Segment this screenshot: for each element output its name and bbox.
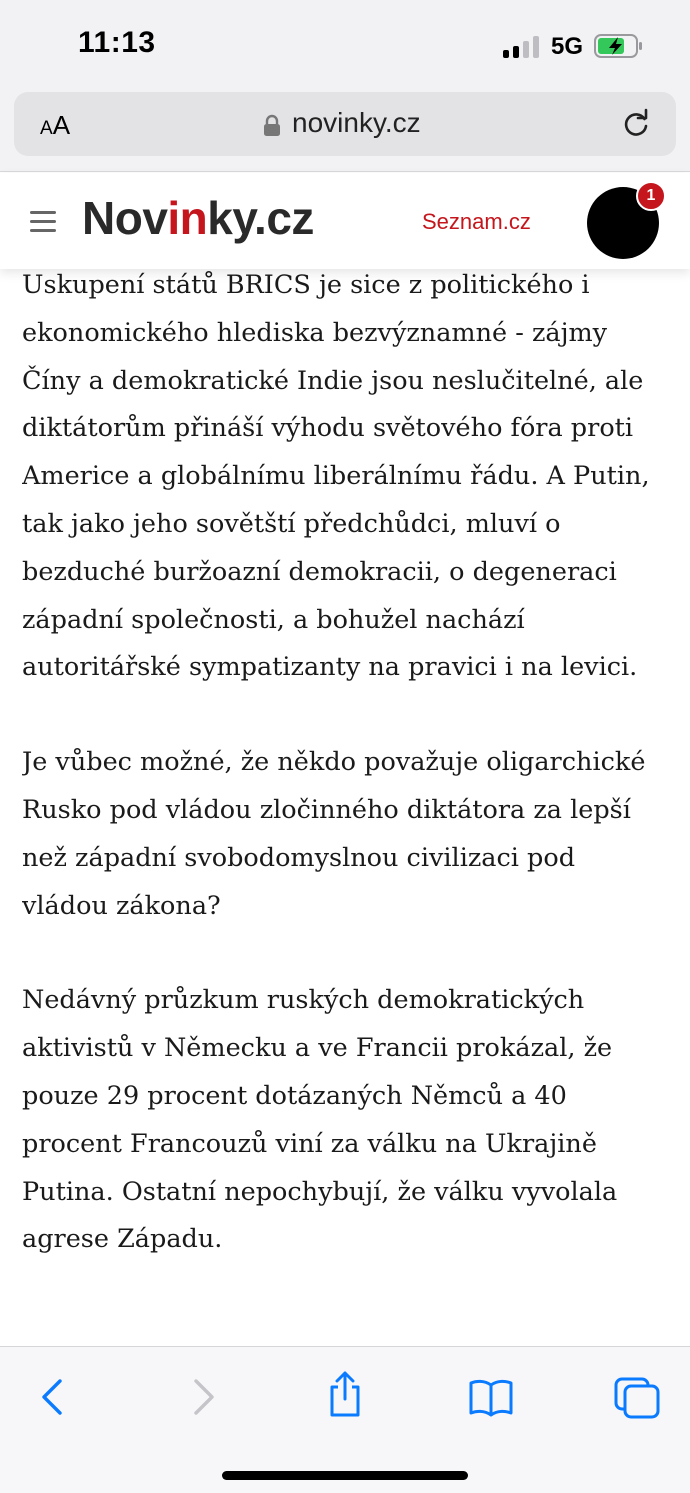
article-paragraph: Uskupení států BRICS je sice z politického i ekonomického hlediska bezvýznamné - zájmy Číny a demokratické Indie jsou neslučitelné, ale diktátorům přináší výhodu světového fóra proti Americe a globálnímu liberálnímu řádu. A Putin, tak jako jeho sovětští předchůdci, mluví o bezduché buržoazní demokracii, o degeneraci západní společnosti, a bohužel nachází autoritářské sympatizanty na pravici i na levici.: [22, 270, 650, 683]
forward-icon[interactable]: [178, 1375, 228, 1419]
status-bar: [0, 0, 690, 88]
status-time: 11:13: [78, 26, 156, 59]
hamburger-menu-icon[interactable]: [30, 211, 56, 233]
back-icon[interactable]: [28, 1375, 78, 1419]
site-logo[interactable]: Novinky.cz: [82, 192, 314, 244]
browser-address-area: [0, 88, 690, 172]
home-indicator: [222, 1471, 468, 1480]
share-icon[interactable]: [320, 1369, 370, 1419]
network-type: 5G: [551, 33, 584, 60]
article-body: [22, 262, 662, 1347]
article-paragraph: Je vůbec možné, že někdo považuje oligarchické Rusko pod vládou zločinného diktátora za lepší než západní svobodomyslnou civilizaci pod vládou zákona?: [22, 747, 646, 921]
lock-icon: [263, 114, 281, 136]
address-bar[interactable]: [14, 92, 676, 156]
battery-charging-icon: [594, 34, 644, 58]
seznam-link[interactable]: Seznam.cz: [422, 209, 531, 234]
cellular-signal-icon: [503, 36, 543, 58]
bookmarks-icon[interactable]: [466, 1375, 516, 1419]
notification-badge: 1: [636, 181, 666, 211]
site-header: [0, 173, 690, 269]
text-size-button[interactable]: AA: [40, 110, 71, 140]
url-text[interactable]: novinky.cz: [292, 107, 421, 138]
browser-toolbar: [0, 1346, 690, 1493]
tabs-icon[interactable]: [612, 1375, 662, 1419]
reload-icon[interactable]: [620, 108, 652, 140]
article-paragraph: Nedávný průzkum ruských demokratických aktivistů v Německu a ve Francii prokázal, že pouze 29 procent dotázaných Němců a 40 procent Francouzů viní za válku na Ukrajině Putina. Ostatní nepochybují, že válku vyvolala agrese Západu.: [22, 985, 618, 1255]
